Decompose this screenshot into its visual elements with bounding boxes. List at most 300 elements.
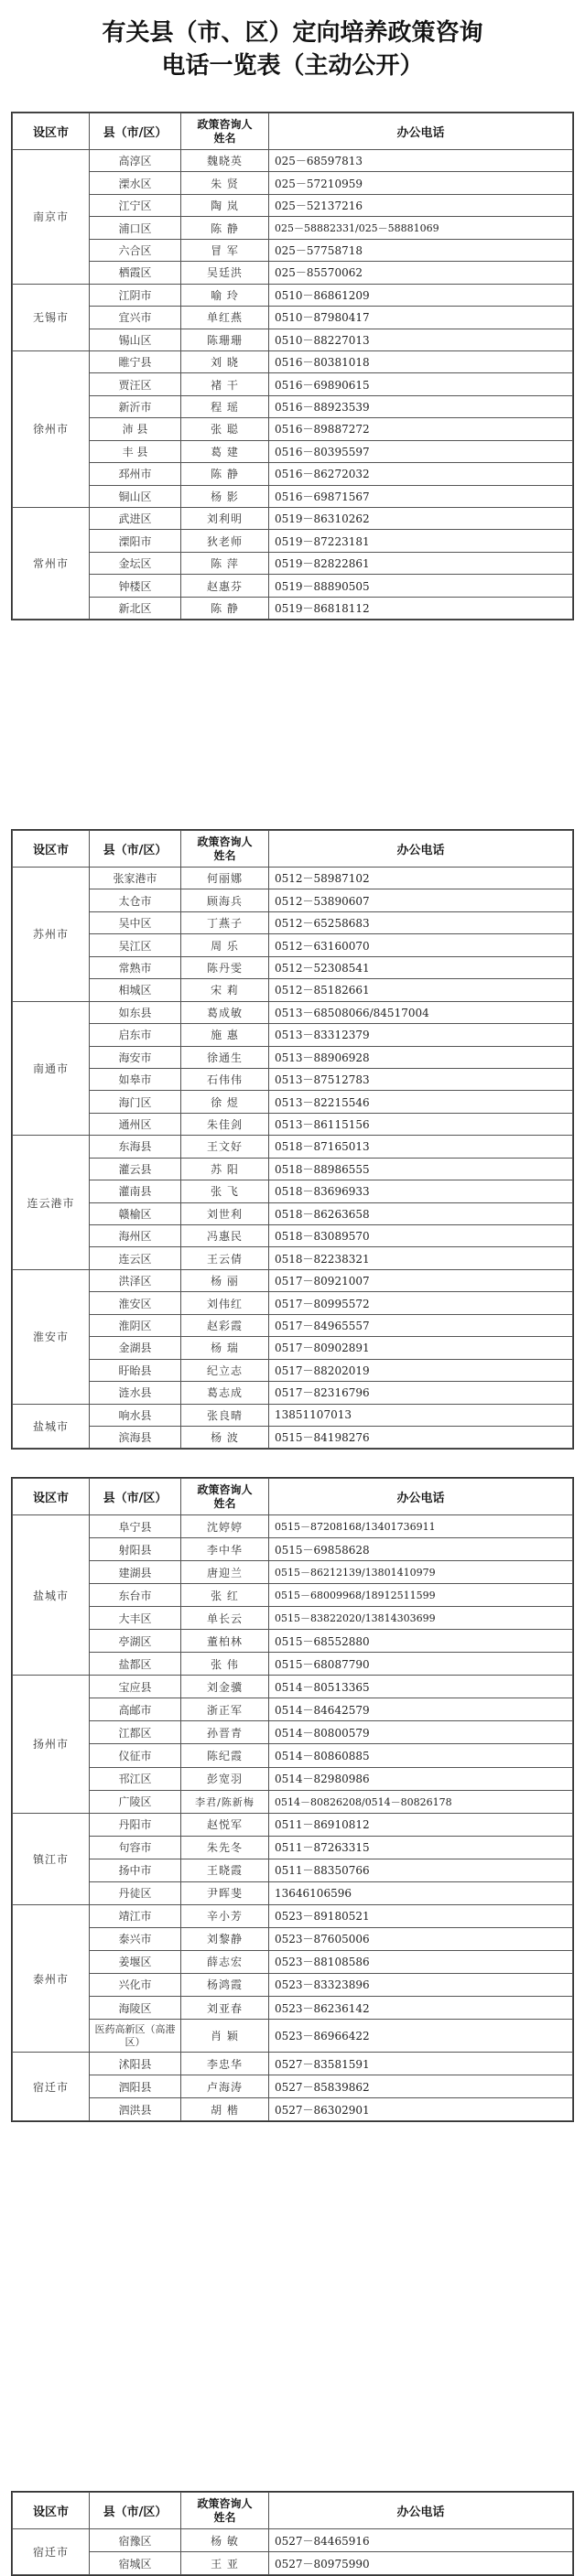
phone-cell: 0514－82980986 xyxy=(269,1767,573,1790)
county-cell: 宿豫区 xyxy=(90,2529,181,2552)
person-cell: 喻 玲 xyxy=(181,284,269,306)
county-cell: 沭阳县 xyxy=(90,2053,181,2075)
county-cell: 句容市 xyxy=(90,1836,181,1859)
person-cell: 刘伟红 xyxy=(181,1292,269,1314)
phone-cell: 0511－88350766 xyxy=(269,1859,573,1881)
phone-cell: 0517－80921007 xyxy=(269,1269,573,1291)
county-cell: 赣榆区 xyxy=(90,1202,181,1224)
table-header-row xyxy=(13,113,573,150)
person-cell: 刘黎静 xyxy=(181,1927,269,1950)
county-cell: 射阳县 xyxy=(90,1538,181,1561)
header-city: 设区市 xyxy=(13,2493,90,2529)
header-city: 设区市 xyxy=(13,113,90,150)
city-cell: 常州市 xyxy=(13,508,90,620)
table-row xyxy=(13,262,573,284)
county-cell: 栖霞区 xyxy=(90,262,181,284)
county-cell: 海州区 xyxy=(90,1225,181,1247)
header-county: 县（市/区） xyxy=(90,2493,181,2529)
phone-cell: 025－57758718 xyxy=(269,239,573,261)
header-county: 县（市/区） xyxy=(90,1479,181,1515)
person-cell: 杨 敏 xyxy=(181,2529,269,2552)
table-row xyxy=(13,217,573,239)
phone-cell: 0527－85839862 xyxy=(269,2075,573,2098)
county-cell: 丹徒区 xyxy=(90,1881,181,1904)
person-cell: 褚 干 xyxy=(181,373,269,395)
county-cell: 启东市 xyxy=(90,1024,181,1046)
table-row xyxy=(13,889,573,911)
person-cell: 宋 莉 xyxy=(181,979,269,1001)
county-cell: 太仓市 xyxy=(90,889,181,911)
phone-cell: 0515－69858628 xyxy=(269,1538,573,1561)
phone-cell: 025－68597813 xyxy=(269,150,573,172)
person-cell: 葛志成 xyxy=(181,1382,269,1404)
county-cell: 扬中市 xyxy=(90,1859,181,1881)
phone-cell: 0512－85182661 xyxy=(269,979,573,1001)
table-row xyxy=(13,1382,573,1404)
table-row xyxy=(13,2020,573,2053)
table-row xyxy=(13,597,573,619)
phone-cell: 0512－63160070 xyxy=(269,934,573,956)
person-cell: 唐迎兰 xyxy=(181,1561,269,1584)
county-cell: 靖江市 xyxy=(90,1904,181,1927)
county-cell: 泗洪县 xyxy=(90,2098,181,2121)
table-row xyxy=(13,1247,573,1269)
phone-cell: 0517－88202019 xyxy=(269,1359,573,1381)
city-cell: 宿迁市 xyxy=(13,2053,90,2121)
table-row xyxy=(13,934,573,956)
table-row xyxy=(13,2075,573,2098)
phone-cell: 0510－88227013 xyxy=(269,329,573,350)
person-cell: 浙正军 xyxy=(181,1698,269,1721)
phone-cell: 0515－68087790 xyxy=(269,1653,573,1676)
person-cell: 卢海涛 xyxy=(181,2075,269,2098)
table-row xyxy=(13,1202,573,1224)
person-cell: 冒 军 xyxy=(181,239,269,261)
county-cell: 铜山区 xyxy=(90,485,181,507)
table-row xyxy=(13,307,573,329)
table-row xyxy=(13,1091,573,1113)
person-cell: 杨 波 xyxy=(181,1426,269,1448)
phone-cell: 0519－86818112 xyxy=(269,597,573,619)
person-cell: 张 飞 xyxy=(181,1180,269,1202)
table-row xyxy=(13,1950,573,1973)
city-cell: 盐城市 xyxy=(13,1515,90,1676)
person-cell: 杨 丽 xyxy=(181,1269,269,1291)
contact-table xyxy=(11,1477,574,2122)
phone-cell: 0516－80381018 xyxy=(269,350,573,372)
phone-cell: 025－58882331/025－58881069 xyxy=(269,217,573,239)
county-cell: 浦口区 xyxy=(90,217,181,239)
table-row xyxy=(13,979,573,1001)
county-cell: 丹阳市 xyxy=(90,1813,181,1836)
table-row xyxy=(13,1584,573,1607)
title-line-1: 有关县（市、区）定向培养政策咨询 xyxy=(102,19,483,47)
table-row xyxy=(13,463,573,485)
phone-cell: 0514－80826208/0514－80826178 xyxy=(269,1790,573,1813)
table-row xyxy=(13,1561,573,1584)
table-row xyxy=(13,1676,573,1698)
phone-cell: 0527－86302901 xyxy=(269,2098,573,2121)
phone-cell: 0515－87208168/13401736911 xyxy=(269,1515,573,1538)
table-row xyxy=(13,350,573,372)
county-cell: 溧水区 xyxy=(90,172,181,194)
phone-cell: 0517－80995572 xyxy=(269,1292,573,1314)
person-cell: 石伟伟 xyxy=(181,1068,269,1090)
person-cell: 陈丹雯 xyxy=(181,956,269,978)
table-row xyxy=(13,1813,573,1836)
person-cell: 彭宽羽 xyxy=(181,1767,269,1790)
county-cell: 海安市 xyxy=(90,1046,181,1068)
table-row xyxy=(13,1359,573,1381)
table-row xyxy=(13,1538,573,1561)
phone-cell: 0512－65258683 xyxy=(269,911,573,933)
phone-cell: 0515－84198276 xyxy=(269,1426,573,1448)
table-header-row xyxy=(13,1479,573,1515)
county-cell: 锡山区 xyxy=(90,329,181,350)
phone-cell: 0514－80513365 xyxy=(269,1676,573,1698)
table-row xyxy=(13,552,573,574)
county-cell: 盐都区 xyxy=(90,1653,181,1676)
county-cell: 常熟市 xyxy=(90,956,181,978)
phone-cell: 0519－86310262 xyxy=(269,508,573,530)
county-cell: 广陵区 xyxy=(90,1790,181,1813)
table-header-row xyxy=(13,831,573,868)
table-row xyxy=(13,868,573,889)
phone-cell: 0513－86115156 xyxy=(269,1113,573,1135)
table-row xyxy=(13,1744,573,1767)
header-county: 县（市/区） xyxy=(90,831,181,868)
table-row xyxy=(13,284,573,306)
person-cell: 葛成敏 xyxy=(181,1001,269,1023)
person-cell: 辛小芳 xyxy=(181,1904,269,1927)
county-cell: 沛 县 xyxy=(90,418,181,440)
county-cell: 响水县 xyxy=(90,1404,181,1426)
county-cell: 如皋市 xyxy=(90,1068,181,1090)
person-cell: 单长云 xyxy=(181,1607,269,1630)
header-county: 县（市/区） xyxy=(90,113,181,150)
county-cell: 东台市 xyxy=(90,1584,181,1607)
table-row xyxy=(13,1337,573,1359)
table-row xyxy=(13,1180,573,1202)
county-cell: 灌南县 xyxy=(90,1180,181,1202)
table-row xyxy=(13,2098,573,2121)
header-phone: 办公电话 xyxy=(269,2493,573,2529)
table-row xyxy=(13,1113,573,1135)
phone-cell: 0523－86236142 xyxy=(269,1996,573,2019)
person-cell: 丁燕子 xyxy=(181,911,269,933)
county-cell: 建湖县 xyxy=(90,1561,181,1584)
phone-cell: 0515－68009968/18912511599 xyxy=(269,1584,573,1607)
county-cell: 通州区 xyxy=(90,1113,181,1135)
county-cell: 亭湖区 xyxy=(90,1630,181,1653)
person-cell: 徐通生 xyxy=(181,1046,269,1068)
table-row xyxy=(13,1426,573,1448)
city-cell: 泰州市 xyxy=(13,1904,90,2053)
person-cell: 张 伟 xyxy=(181,1653,269,1676)
table-row xyxy=(13,1136,573,1158)
phone-cell: 0519－88890505 xyxy=(269,575,573,597)
county-cell: 吴中区 xyxy=(90,911,181,933)
county-cell: 邳州市 xyxy=(90,463,181,485)
table-row xyxy=(13,1996,573,2019)
county-cell: 淮安区 xyxy=(90,1292,181,1314)
table-row xyxy=(13,1046,573,1068)
header-city: 设区市 xyxy=(13,831,90,868)
county-cell: 丰 县 xyxy=(90,440,181,462)
person-cell: 陈 静 xyxy=(181,463,269,485)
phone-cell: 0518－83089570 xyxy=(269,1225,573,1247)
city-cell: 徐州市 xyxy=(13,350,90,507)
county-cell: 溧阳市 xyxy=(90,530,181,552)
county-cell: 连云区 xyxy=(90,1247,181,1269)
county-cell: 东海县 xyxy=(90,1136,181,1158)
table-row xyxy=(13,239,573,261)
person-cell: 陈珊珊 xyxy=(181,329,269,350)
table-row xyxy=(13,194,573,216)
person-cell: 王文好 xyxy=(181,1136,269,1158)
phone-cell: 0513－88906928 xyxy=(269,1046,573,1068)
table-row xyxy=(13,530,573,552)
county-cell: 海陵区 xyxy=(90,1996,181,2019)
city-cell: 淮安市 xyxy=(13,1269,90,1404)
county-cell: 江都区 xyxy=(90,1721,181,1744)
county-cell: 淮阴区 xyxy=(90,1314,181,1336)
person-cell: 陶 岚 xyxy=(181,194,269,216)
page-title xyxy=(0,16,585,82)
county-cell: 洪泽区 xyxy=(90,1269,181,1291)
phone-cell: 0515－83822020/13814303699 xyxy=(269,1607,573,1630)
phone-cell: 0527－83581591 xyxy=(269,2053,573,2075)
phone-cell: 0517－80902891 xyxy=(269,1337,573,1359)
phone-cell: 0516－69871567 xyxy=(269,485,573,507)
table-row xyxy=(13,1404,573,1426)
table-row xyxy=(13,2529,573,2552)
table-row xyxy=(13,2053,573,2075)
city-cell: 苏州市 xyxy=(13,868,90,1002)
person-cell: 肖 颖 xyxy=(181,2020,269,2053)
table-row xyxy=(13,1721,573,1744)
county-cell: 宿城区 xyxy=(90,2552,181,2575)
person-cell: 刘亚春 xyxy=(181,1996,269,2019)
person-cell: 张 红 xyxy=(181,1584,269,1607)
phone-cell: 0513－68508066/84517004 xyxy=(269,1001,573,1023)
person-cell: 张良晴 xyxy=(181,1404,269,1426)
table-row xyxy=(13,508,573,530)
county-cell: 涟水县 xyxy=(90,1382,181,1404)
header-person: 政策咨询人姓名 xyxy=(181,113,269,150)
phone-cell: 0523－83323896 xyxy=(269,1973,573,1996)
person-cell: 赵惠芬 xyxy=(181,575,269,597)
phone-cell: 0516－88923539 xyxy=(269,395,573,417)
header-person: 政策咨询人姓名 xyxy=(181,831,269,868)
phone-cell: 0519－82822861 xyxy=(269,552,573,574)
table-row xyxy=(13,373,573,395)
table-row xyxy=(13,1881,573,1904)
person-cell: 何丽娜 xyxy=(181,868,269,889)
table-row xyxy=(13,1630,573,1653)
phone-cell: 0518－87165013 xyxy=(269,1136,573,1158)
person-cell: 杨 瑞 xyxy=(181,1337,269,1359)
county-cell: 武进区 xyxy=(90,508,181,530)
phone-cell: 0514－80860885 xyxy=(269,1744,573,1767)
county-cell: 大丰区 xyxy=(90,1607,181,1630)
county-cell: 如东县 xyxy=(90,1001,181,1023)
phone-cell: 0513－82215546 xyxy=(269,1091,573,1113)
person-cell: 陈 萍 xyxy=(181,552,269,574)
person-cell: 胡 楷 xyxy=(181,2098,269,2121)
table-row xyxy=(13,172,573,194)
phone-cell: 0516－86272032 xyxy=(269,463,573,485)
county-cell: 海门区 xyxy=(90,1091,181,1113)
city-cell: 南京市 xyxy=(13,150,90,285)
county-cell: 睢宁县 xyxy=(90,350,181,372)
table-row xyxy=(13,1973,573,1996)
table-row xyxy=(13,1024,573,1046)
city-cell: 无锡市 xyxy=(13,284,90,350)
table-row xyxy=(13,1767,573,1790)
person-cell: 王 亚 xyxy=(181,2552,269,2575)
person-cell: 狄老师 xyxy=(181,530,269,552)
person-cell: 杨 影 xyxy=(181,485,269,507)
person-cell: 徐 煜 xyxy=(181,1091,269,1113)
table-row xyxy=(13,1068,573,1090)
phone-cell: 0518－83696933 xyxy=(269,1180,573,1202)
person-cell: 顾海兵 xyxy=(181,889,269,911)
table-row xyxy=(13,1904,573,1927)
phone-cell: 0512－58987102 xyxy=(269,868,573,889)
table-row xyxy=(13,1158,573,1180)
person-cell: 陈纪霞 xyxy=(181,1744,269,1767)
county-cell: 江宁区 xyxy=(90,194,181,216)
person-cell: 董柏林 xyxy=(181,1630,269,1653)
table-row xyxy=(13,1836,573,1859)
person-cell: 冯惠民 xyxy=(181,1225,269,1247)
table-row xyxy=(13,911,573,933)
person-cell: 陈 静 xyxy=(181,217,269,239)
phone-cell: 0523－87605006 xyxy=(269,1927,573,1950)
person-cell: 沈婷婷 xyxy=(181,1515,269,1538)
person-cell: 葛 建 xyxy=(181,440,269,462)
table-row xyxy=(13,1001,573,1023)
phone-cell: 0510－86861209 xyxy=(269,284,573,306)
county-cell: 六合区 xyxy=(90,239,181,261)
county-cell: 泰兴市 xyxy=(90,1927,181,1950)
phone-cell: 0523－88108586 xyxy=(269,1950,573,1973)
county-cell: 滨海县 xyxy=(90,1426,181,1448)
phone-cell: 0523－89180521 xyxy=(269,1904,573,1927)
phone-cell: 0517－84965557 xyxy=(269,1314,573,1336)
city-cell: 镇江市 xyxy=(13,1813,90,1904)
person-cell: 刘金骥 xyxy=(181,1676,269,1698)
county-cell: 灌云县 xyxy=(90,1158,181,1180)
person-cell: 李忠华 xyxy=(181,2053,269,2075)
person-cell: 周 乐 xyxy=(181,934,269,956)
table-header-row xyxy=(13,2493,573,2529)
phone-cell: 0527－84465916 xyxy=(269,2529,573,2552)
table-row xyxy=(13,150,573,172)
table-row xyxy=(13,575,573,597)
county-cell: 姜堰区 xyxy=(90,1950,181,1973)
table-row xyxy=(13,329,573,350)
county-cell: 宜兴市 xyxy=(90,307,181,329)
county-cell: 兴化市 xyxy=(90,1973,181,1996)
phone-cell: 0514－84642579 xyxy=(269,1698,573,1721)
county-cell: 钟楼区 xyxy=(90,575,181,597)
table-row xyxy=(13,1790,573,1813)
phone-cell: 0511－86910812 xyxy=(269,1813,573,1836)
table-row xyxy=(13,440,573,462)
table-row xyxy=(13,395,573,417)
person-cell: 刘世利 xyxy=(181,1202,269,1224)
phone-cell: 0516－69890615 xyxy=(269,373,573,395)
person-cell: 赵彩霞 xyxy=(181,1314,269,1336)
table-row xyxy=(13,1225,573,1247)
county-cell: 医药高新区（高港区） xyxy=(90,2020,181,2053)
phone-cell: 0516－80395597 xyxy=(269,440,573,462)
person-cell: 单红燕 xyxy=(181,307,269,329)
county-cell: 贾汪区 xyxy=(90,373,181,395)
table-row xyxy=(13,1515,573,1538)
header-phone: 办公电话 xyxy=(269,1479,573,1515)
person-cell: 刘 晓 xyxy=(181,350,269,372)
person-cell: 孙晋青 xyxy=(181,1721,269,1744)
phone-cell: 0518－86263658 xyxy=(269,1202,573,1224)
contact-table xyxy=(11,112,574,620)
person-cell: 施 惠 xyxy=(181,1024,269,1046)
phone-cell: 0518－82238321 xyxy=(269,1247,573,1269)
table-row xyxy=(13,1859,573,1881)
person-cell: 薛志宏 xyxy=(181,1950,269,1973)
phone-cell: 0514－80800579 xyxy=(269,1721,573,1744)
phone-cell: 0523－86966422 xyxy=(269,2020,573,2053)
county-cell: 金湖县 xyxy=(90,1337,181,1359)
phone-cell: 0517－82316796 xyxy=(269,1382,573,1404)
person-cell: 王云倩 xyxy=(181,1247,269,1269)
city-cell: 南通市 xyxy=(13,1001,90,1136)
person-cell: 陈 静 xyxy=(181,597,269,619)
county-cell: 泗阳县 xyxy=(90,2075,181,2098)
person-cell: 朱佳剑 xyxy=(181,1113,269,1135)
person-cell: 杨鸿霞 xyxy=(181,1973,269,1996)
header-person: 政策咨询人姓名 xyxy=(181,2493,269,2529)
county-cell: 新沂市 xyxy=(90,395,181,417)
table-row xyxy=(13,1607,573,1630)
city-cell: 宿迁市 xyxy=(13,2529,90,2575)
table-row xyxy=(13,1927,573,1950)
table-row xyxy=(13,1653,573,1676)
county-cell: 阜宁县 xyxy=(90,1515,181,1538)
county-cell: 江阴市 xyxy=(90,284,181,306)
county-cell: 盱眙县 xyxy=(90,1359,181,1381)
city-cell: 扬州市 xyxy=(13,1676,90,1813)
header-phone: 办公电话 xyxy=(269,831,573,868)
county-cell: 宝应县 xyxy=(90,1676,181,1698)
table-row xyxy=(13,1698,573,1721)
header-phone: 办公电话 xyxy=(269,113,573,150)
county-cell: 相城区 xyxy=(90,979,181,1001)
person-cell: 吴廷洪 xyxy=(181,262,269,284)
phone-cell: 025－57210959 xyxy=(269,172,573,194)
phone-cell: 0518－88986555 xyxy=(269,1158,573,1180)
person-cell: 赵悦军 xyxy=(181,1813,269,1836)
table-row xyxy=(13,1269,573,1291)
county-cell: 高淳区 xyxy=(90,150,181,172)
county-cell: 吴江区 xyxy=(90,934,181,956)
person-cell: 程 瑶 xyxy=(181,395,269,417)
table-row xyxy=(13,1314,573,1336)
county-cell: 张家港市 xyxy=(90,868,181,889)
person-cell: 李君/陈新梅 xyxy=(181,1790,269,1813)
